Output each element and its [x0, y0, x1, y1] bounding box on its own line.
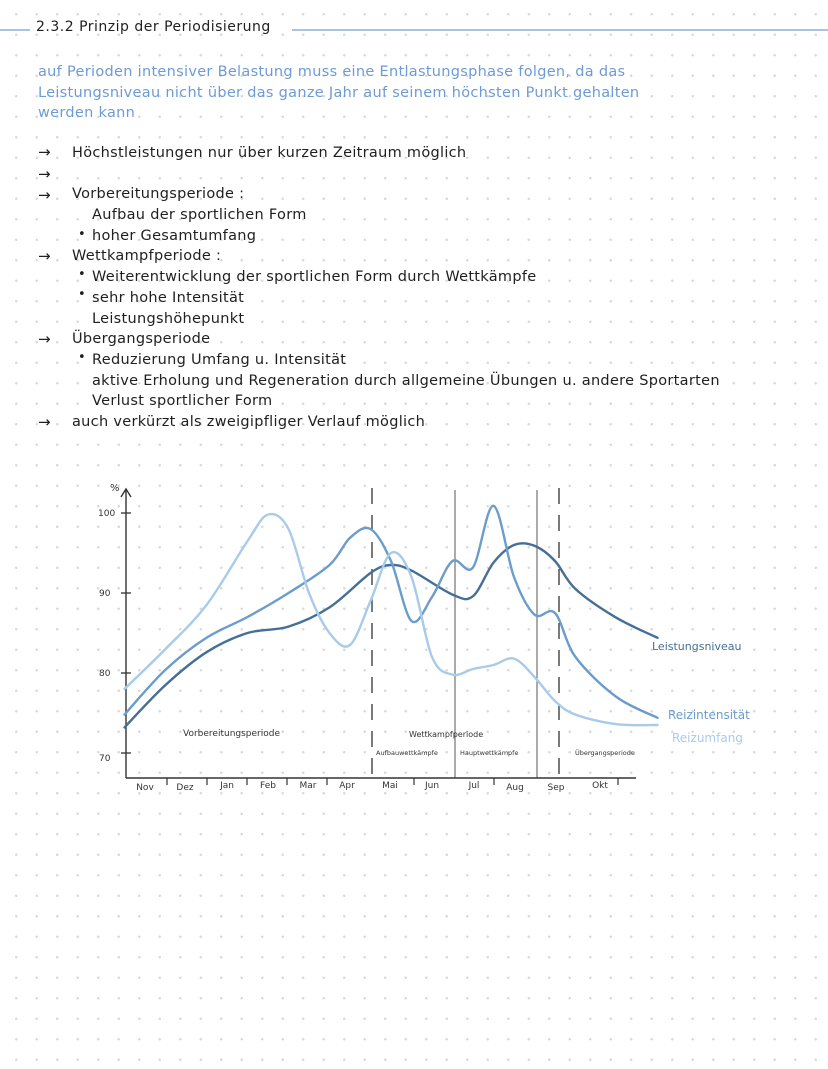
x-tick-label: Jun	[424, 781, 440, 791]
curve-reizumfang	[125, 514, 658, 725]
arrow-icon: →	[38, 247, 51, 265]
legend-reizumfang: Reizumfang	[672, 731, 743, 745]
x-tick-label: Jan	[220, 781, 234, 791]
y-tick-label: 80	[99, 669, 111, 679]
section-title: 2.3.2 Prinzip der Periodisierung	[36, 19, 271, 35]
curve-leistungsniveau	[125, 543, 658, 727]
note-hoehepunkt: Leistungshöhepunkt	[92, 311, 245, 327]
legend-reizintensitaet: Reizintensität	[668, 708, 750, 722]
period-label-uebergang: Übergangsperiode	[575, 749, 635, 757]
legend-leistungsniveau: Leistungsniveau	[652, 640, 742, 653]
intro-line-1: auf Perioden intensiver Belastung muss eine Entlastungsphase folgen, da das	[38, 64, 626, 80]
arrow-icon: →	[38, 165, 51, 183]
x-tick-label: Mar	[299, 781, 317, 791]
period-label-haupt: Hauptwettkämpfe	[460, 749, 519, 757]
bullet-icon: •	[78, 350, 86, 365]
arrow-icon: →	[38, 330, 51, 348]
arrow-icon: →	[38, 143, 51, 161]
period-label-vorbereitung: Vorbereitungsperiode	[183, 729, 281, 739]
x-tick-label: Mai	[382, 781, 398, 791]
note-intensitaet: sehr hohe Intensität	[92, 290, 245, 306]
bullet-icon: •	[78, 267, 86, 282]
note-vorbereitung: Vorbereitungsperiode :	[72, 186, 245, 202]
period-label-wettkampf: Wettkampfperiode	[409, 730, 484, 739]
note-wettkampf: Wettkampfperiode :	[72, 248, 222, 264]
note-uebergang: Übergangsperiode	[72, 331, 211, 347]
curve-reizintensitaet	[125, 506, 658, 718]
arrow-icon: →	[38, 186, 51, 204]
note-zweigipflig: auch verkürzt als zweigipfliger Verlauf möglich	[72, 414, 426, 430]
note-reduzierung: Reduzierung Umfang u. Intensität	[92, 352, 347, 368]
arrow-icon: →	[38, 413, 51, 431]
note-verlust: Verlust sportlicher Form	[92, 393, 273, 409]
x-tick-label: Okt	[592, 781, 608, 791]
note-weiterentwicklung: Weiterentwicklung der sportlichen Form durch Wettkämpfe	[92, 269, 537, 285]
intro-line-2: Leistungsniveau nicht über das ganze Jahr auf seinem höchsten Punkt gehalten	[38, 85, 640, 101]
note-gesamtumfang: hoher Gesamtumfang	[92, 228, 257, 244]
x-tick-label: Nov	[136, 783, 154, 793]
x-tick-label: Aug	[506, 783, 524, 793]
x-tick-label: Apr	[339, 781, 355, 791]
y-axis-label: %	[110, 483, 120, 494]
note-erholung: aktive Erholung und Regeneration durch allgemeine Übungen u. andere Sportarten	[92, 373, 720, 389]
bullet-icon: •	[78, 227, 86, 242]
y-tick-label: 70	[99, 754, 111, 764]
x-tick-label: Sep	[547, 783, 565, 793]
x-tick-label: Jul	[468, 781, 480, 791]
x-tick-label: Feb	[260, 781, 276, 791]
note-hoechstleistung: Höchstleistungen nur über kurzen Zeitraum möglich	[72, 145, 467, 161]
x-tick-label: Dez	[176, 783, 194, 793]
bullet-icon: •	[78, 287, 86, 302]
y-tick-label: 100	[98, 509, 116, 519]
period-label-aufbau: Aufbauwettkämpfe	[376, 749, 438, 757]
note-aufbau: Aufbau der sportlichen Form	[92, 207, 307, 223]
y-tick-label: 90	[99, 589, 111, 599]
intro-line-3: werden kann	[38, 105, 136, 121]
